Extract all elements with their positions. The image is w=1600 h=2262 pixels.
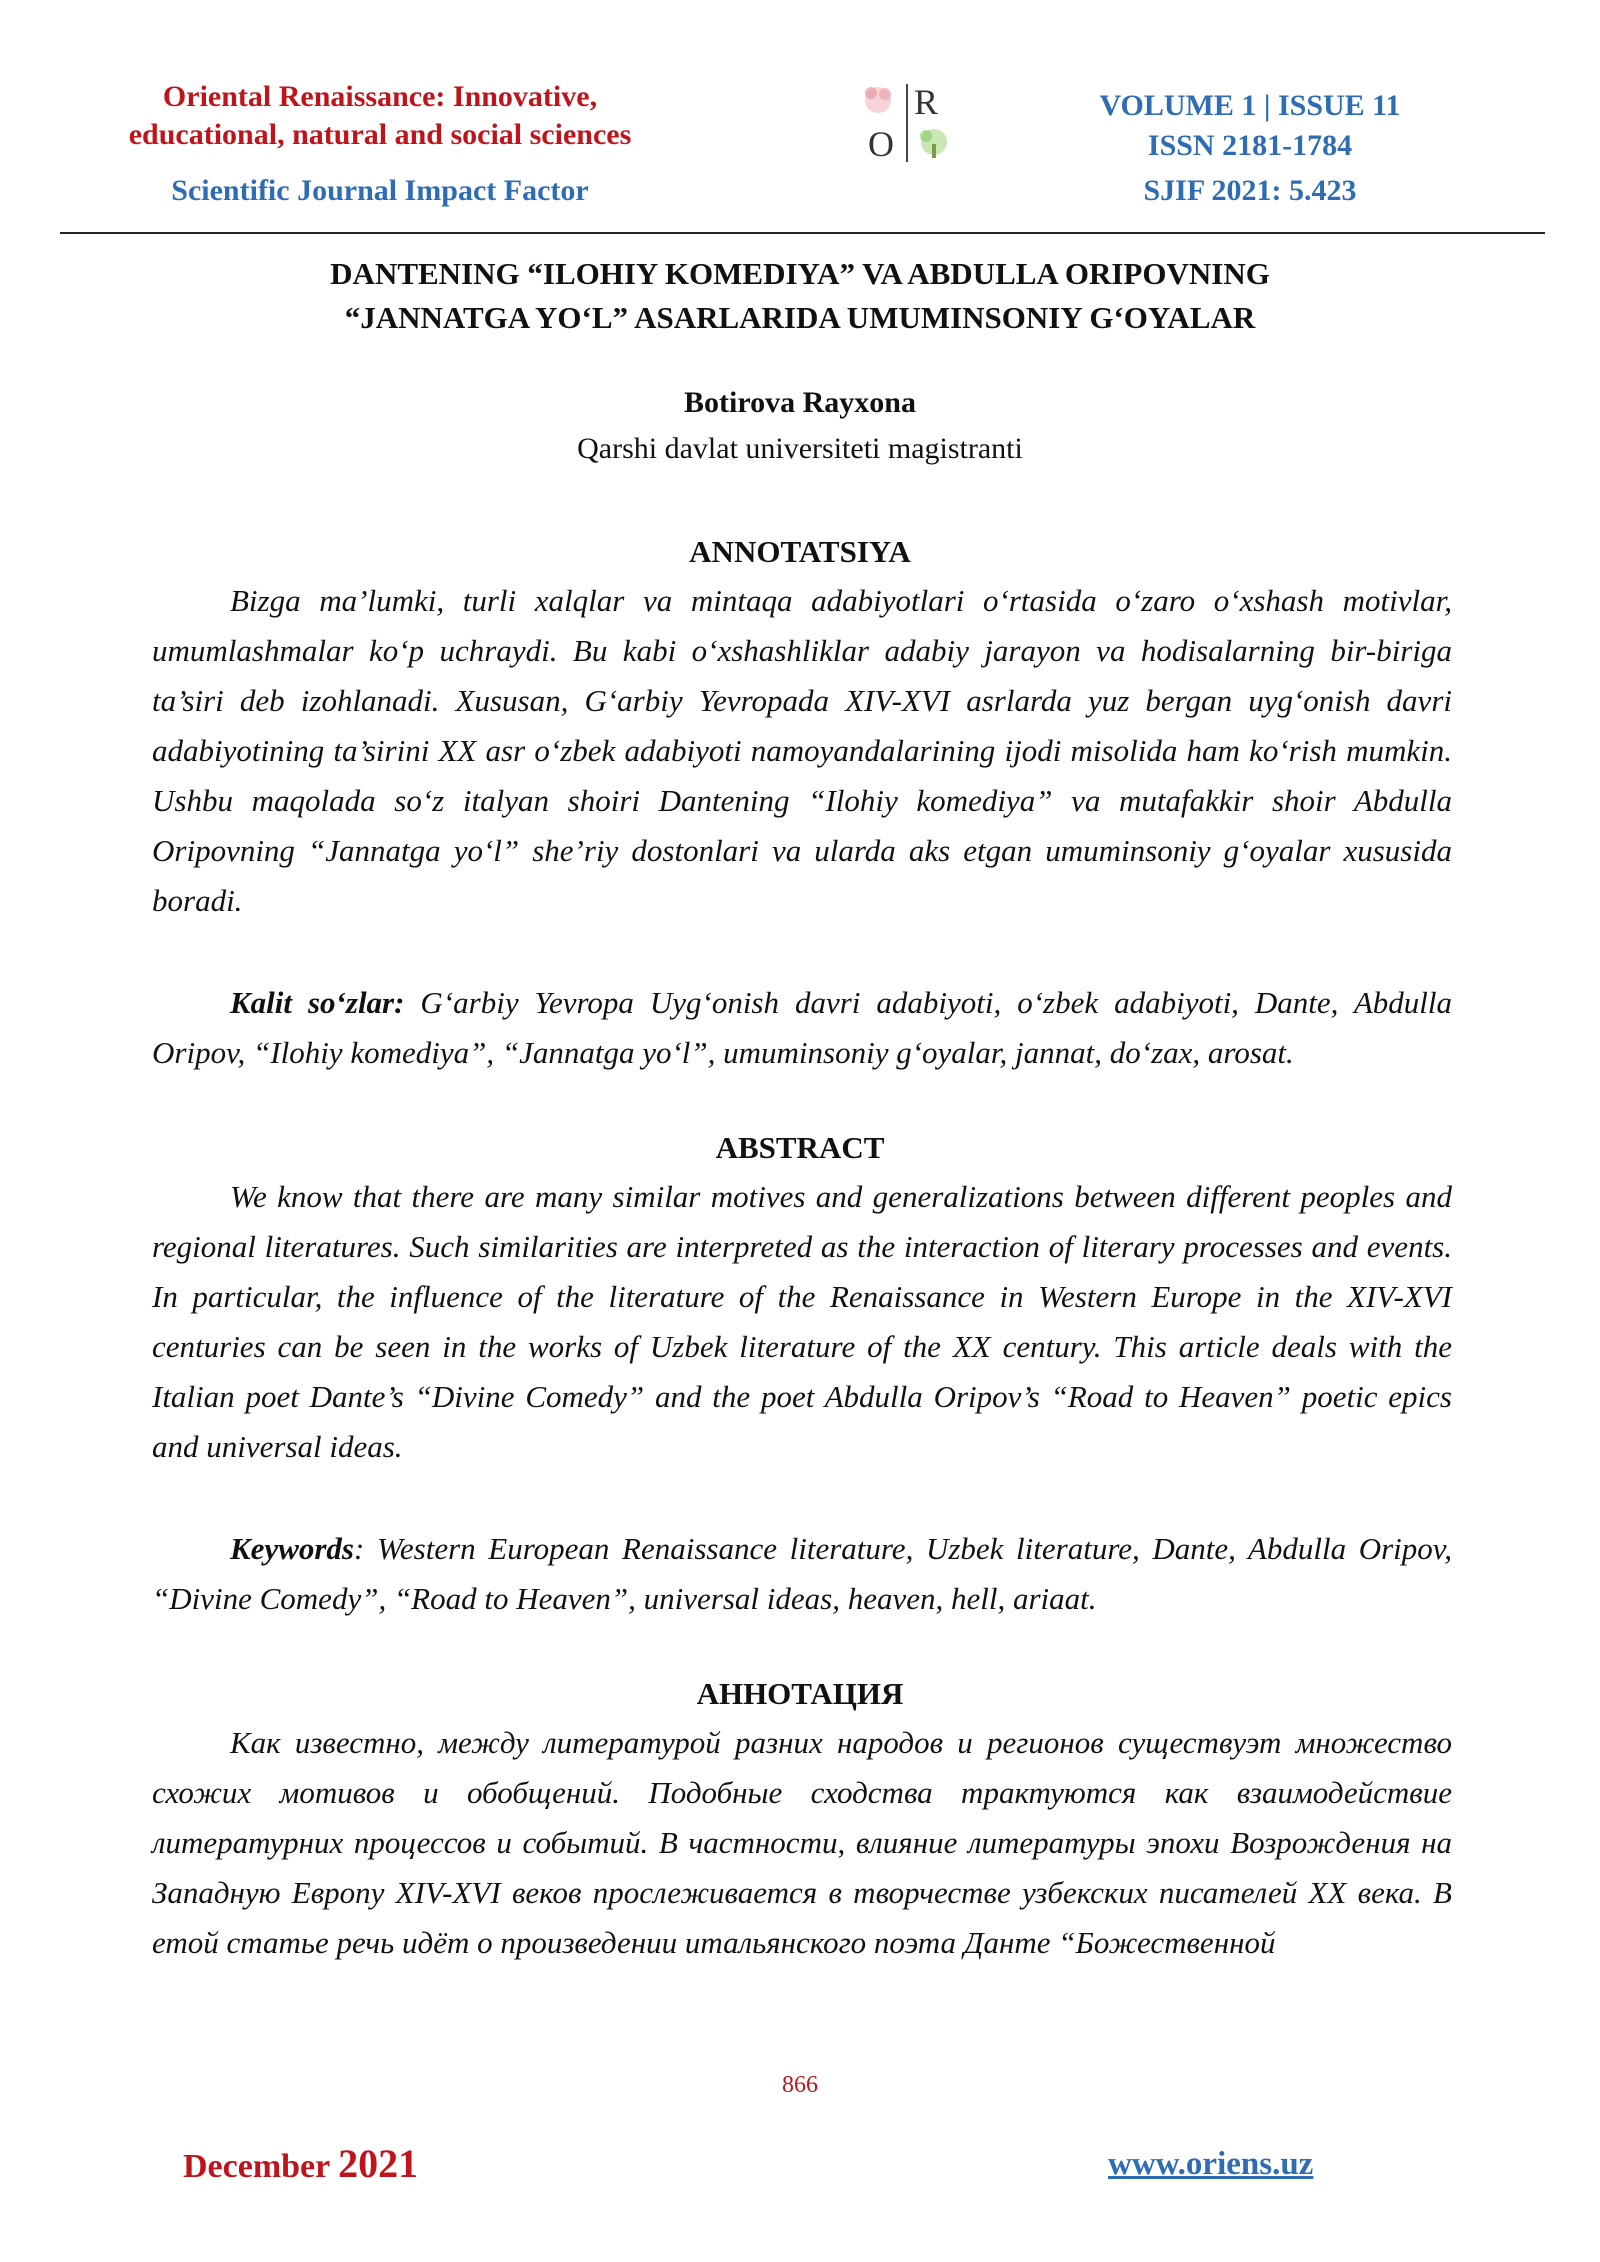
annotatsiya-keywords bbox=[152, 978, 1452, 1078]
annotatsiya-keywords-list: G‘arbiy Yevropa Uyg‘onish davri adabiyoti, o‘zbek adabiyoti, Dante, Abdulla Oripov, “Ilohiy komediya”, “Jannatga yo‘l”, umuminsoniy g‘oyalar, jannat, do‘zax, arosat. bbox=[152, 985, 1452, 1070]
author-name: Botirova Rayxona bbox=[684, 386, 916, 419]
impact-factor-label: Scientific Journal Impact Factor bbox=[171, 174, 589, 207]
article-title-line2: “JANNATGA YO‘L” ASARLARIDA UMUMINSONIY G‘OYALAR bbox=[344, 300, 1256, 335]
journal-logo bbox=[856, 78, 956, 166]
annotatsiya-heading: ANNOTATSIYA bbox=[689, 534, 911, 569]
journal-title-line2: educational, natural and social sciences bbox=[128, 118, 632, 151]
volume-issue: VOLUME 1 | ISSUE 11 bbox=[1099, 89, 1401, 122]
issn: ISSN 2181-1784 bbox=[1147, 129, 1353, 162]
journal-title bbox=[120, 78, 640, 154]
annotatsiya-ru-text: Как известно, между литературой разних народов и регионов существуэт множество схожих мотивов и обобщений. Подобные сходства трактуются как взаимодействие литературних процессов и событий. В частности, влияние литературы эпохи Возрождения на Западную Европу XIV-XVI веков прослеживается в творчестве узбекских писателей XX века. В етой статье речь идёт о произведении итальянского поэта Данте “Божественной bbox=[152, 1725, 1452, 1960]
abstract-keywords-label: Keywords bbox=[230, 1531, 354, 1566]
article-title-line1: DANTENING “ILOHIY KOMEDIYA” VA ABDULLA ORIPOVNING bbox=[330, 256, 1270, 291]
volume-issn bbox=[1070, 86, 1430, 166]
website-link[interactable]: www.oriens.uz bbox=[1108, 2146, 1314, 2182]
author-affiliation: Qarshi davlat universiteti magistranti bbox=[577, 432, 1023, 465]
logo-letter-r: R bbox=[914, 82, 939, 122]
annotatsiya-ru-heading: АННОТАЦИЯ bbox=[696, 1676, 904, 1711]
page-number: 866 bbox=[782, 2072, 818, 2098]
sjif: SJIF 2021: 5.423 bbox=[1143, 174, 1357, 207]
abstract-keywords bbox=[152, 1524, 1452, 1624]
issue-date bbox=[183, 2140, 418, 2187]
abstract-keywords-list: : Western European Renaissance literature, Uzbek literature, Dante, Abdulla Oripov, “Divine Comedy”, “Road to Heaven”, universal ideas, heaven, hell, ariaat. bbox=[152, 1531, 1452, 1616]
article-title bbox=[150, 252, 1450, 340]
abstract-text: We know that there are many similar motives and generalizations between different peoples and regional literatures. Such similarities are interpreted as the interaction of literary processes and events. In particular, the influence of the literature of the Renaissance in Western Europe in the XIV-XVI centuries can be seen in the works of Uzbek literature of the XX century. This article deals with the Italian poet Dante’s “Divine Comedy” and the poet Abdulla Oripov’s “Road to Heaven” poetic epics and universal ideas. bbox=[152, 1179, 1452, 1464]
annotatsiya-keywords-label: Kalit so‘zlar: bbox=[230, 985, 405, 1020]
issue-year: 2021 bbox=[338, 2141, 419, 2186]
logo-letter-o: O bbox=[868, 124, 894, 164]
annotatsiya-text: Bizga ma’lumki, turli xalqlar va mintaqa adabiyotlari o‘rtasida o‘zaro o‘xshash motivlar, umumlashmalar ko‘p uchraydi. Bu kabi o‘xshashliklar adabiy jarayon va hodisalarning bir-biriga ta’siri deb izohlanadi. Xususan, G‘arbiy Yevropada XIV-XVI asrlarda yuz bergan uyg‘onish davri adabiyotining ta’sirini XX asr o‘zbek adabiyoti namoyandalarining ijodi misolida ham ko‘rish mumkin. Ushbu maqolada so‘z italyan shoiri Dantening “Ilohiy komediya” va mutafakkir shoir Abdulla Oripovning “Jannatga yo‘l” she’riy dostonlari va ularda aks etgan umuminsoniy g‘oyalar xususida boradi. bbox=[152, 583, 1452, 918]
journal-title-line1: Oriental Renaissance: Innovative, bbox=[162, 80, 598, 113]
abstract-heading: ABSTRACT bbox=[715, 1130, 885, 1165]
issue-month: December bbox=[183, 2148, 330, 2185]
header-divider bbox=[60, 232, 1545, 234]
